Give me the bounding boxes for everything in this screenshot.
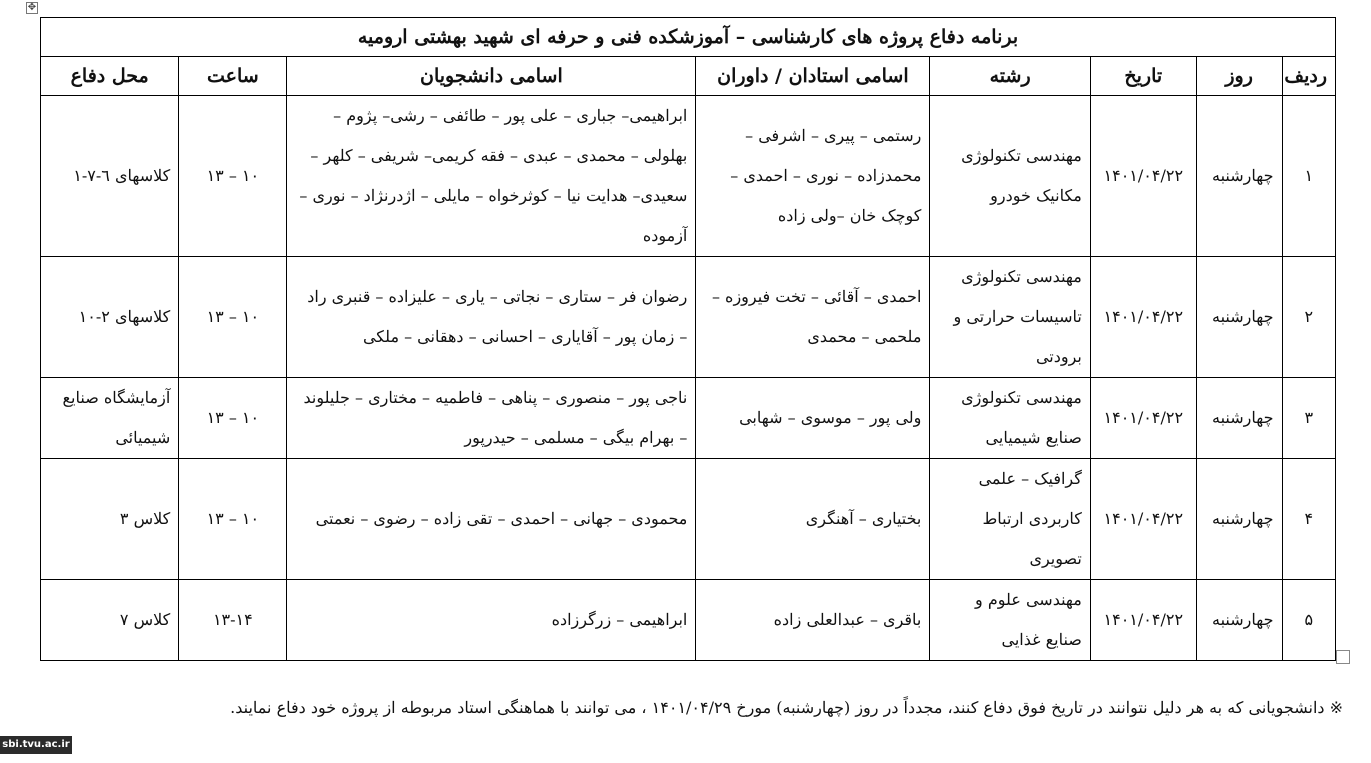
cell-date: ۱۴۰۱/۰۴/۲۲ (1090, 257, 1196, 378)
cell-judges: ولی پور – موسوی – شهابی (696, 378, 930, 459)
cell-students: رضوان فر – ستاری – نجاتی – یاری – علیزاده – قنبری راد – زمان پور – آقایاری – احسانی – دهقانی – ملکی (287, 257, 696, 378)
cell-judges: رستمی – پیری – اشرفی – محمدزاده – نوری – احمدی – کوچک خان –ولی زاده (696, 96, 930, 257)
cell-place: کلاسهای ۲-۱۰ (41, 257, 179, 378)
defense-schedule-table (40, 17, 1336, 661)
table-row (41, 459, 1336, 580)
cell-time: ۱۰ – ۱۳ (179, 459, 287, 580)
table-move-handle-icon[interactable]: ✥ (27, 2, 37, 13)
cell-students: ابراهیمی – زرگرزاده (287, 580, 696, 661)
table-row (41, 96, 1336, 257)
cell-place: کلاسهای ٦-٧-١ (41, 96, 179, 257)
header-place: محل دفاع (41, 57, 179, 96)
table-resize-handle[interactable] (1336, 650, 1350, 664)
cell-time: ۱۰ – ۱۳ (179, 96, 287, 257)
cell-radif: ۱ (1282, 96, 1335, 257)
cell-major: مهندسی علوم و صنایع غذایی (930, 580, 1090, 661)
cell-date: ۱۴۰۱/۰۴/۲۲ (1090, 378, 1196, 459)
cell-day: چهارشنبه (1196, 378, 1282, 459)
cell-students: ناجی پور – منصوری – پناهی – فاطمیه – مختاری – جلیلوند – بهرام بیگی – مسلمی – حیدرپور (287, 378, 696, 459)
cell-day: چهارشنبه (1196, 459, 1282, 580)
header-date: تاریخ (1090, 57, 1196, 96)
cell-radif: ۴ (1282, 459, 1335, 580)
cell-date: ۱۴۰۱/۰۴/۲۲ (1090, 96, 1196, 257)
cell-time: ۱۰ – ۱۳ (179, 257, 287, 378)
cell-day: چهارشنبه (1196, 257, 1282, 378)
cell-radif: ۳ (1282, 378, 1335, 459)
cell-radif: ۲ (1282, 257, 1335, 378)
cell-major: مهندسی تکنولوژی صنایع شیمیایی (930, 378, 1090, 459)
cell-place: کلاس ۳ (41, 459, 179, 580)
table-row (41, 378, 1336, 459)
header-radif: ردیف (1282, 57, 1335, 96)
header-time: ساعت (179, 57, 287, 96)
header-day: روز (1196, 57, 1282, 96)
header-major: رشته (930, 57, 1090, 96)
table-row (41, 580, 1336, 661)
footnote: ※ دانشجویانی که به هر دلیل نتوانند در تاریخ فوق دفاع کنند، مجدداً در روز (چهارشنبه) مورخ ۱۴۰۱/۰۴/۲۹ ، می توانند با هماهنگی استاد مربوطه از پروژه خود دفاع نمایند. (230, 698, 1343, 717)
cell-day: چهارشنبه (1196, 580, 1282, 661)
table-row (41, 257, 1336, 378)
cell-day: چهارشنبه (1196, 96, 1282, 257)
cell-radif: ۵ (1282, 580, 1335, 661)
cell-students: ابراهیمی– جباری – علی پور – طائفی – رشی– پژوم – بهلولی – محمدی – عبدی – فقه کریمی– شریفی – کلهر – سعیدی– هدایت نیا – کوثرخواه – مایلی – اژدرنژاد – نوری – آزموده (287, 96, 696, 257)
header-judges: اسامی استادان / داوران (696, 57, 930, 96)
cell-judges: باقری – عبدالعلی زاده (696, 580, 930, 661)
cell-students: محمودی – جهانی – احمدی – تقی زاده – رضوی – نعمتی (287, 459, 696, 580)
cell-judges: احمدی – آقائی – تخت فیروزه – ملحمی – محمدی (696, 257, 930, 378)
cell-place: آزمایشگاه صنایع شیمیائی (41, 378, 179, 459)
cell-major: مهندسی تکنولوژی تاسیسات حرارتی و برودتی (930, 257, 1090, 378)
cell-time: ۱۳-۱۴ (179, 580, 287, 661)
site-watermark-badge: sbi.tvu.ac.ir (0, 736, 72, 754)
header-students: اسامی دانشجویان (287, 57, 696, 96)
cell-major: مهندسی تکنولوژی مکانیک خودرو (930, 96, 1090, 257)
cell-judges: بختیاری – آهنگری (696, 459, 930, 580)
table-title: برنامه دفاع پروژه های کارشناسی – آموزشکده فنی و حرفه ای شهید بهشتی ارومیه (41, 18, 1336, 57)
cell-date: ۱۴۰۱/۰۴/۲۲ (1090, 580, 1196, 661)
cell-major: گرافیک – علمی کاربردی ارتباط تصویری (930, 459, 1090, 580)
cell-date: ۱۴۰۱/۰۴/۲۲ (1090, 459, 1196, 580)
cell-place: کلاس ۷ (41, 580, 179, 661)
cell-time: ۱۰ – ۱۳ (179, 378, 287, 459)
